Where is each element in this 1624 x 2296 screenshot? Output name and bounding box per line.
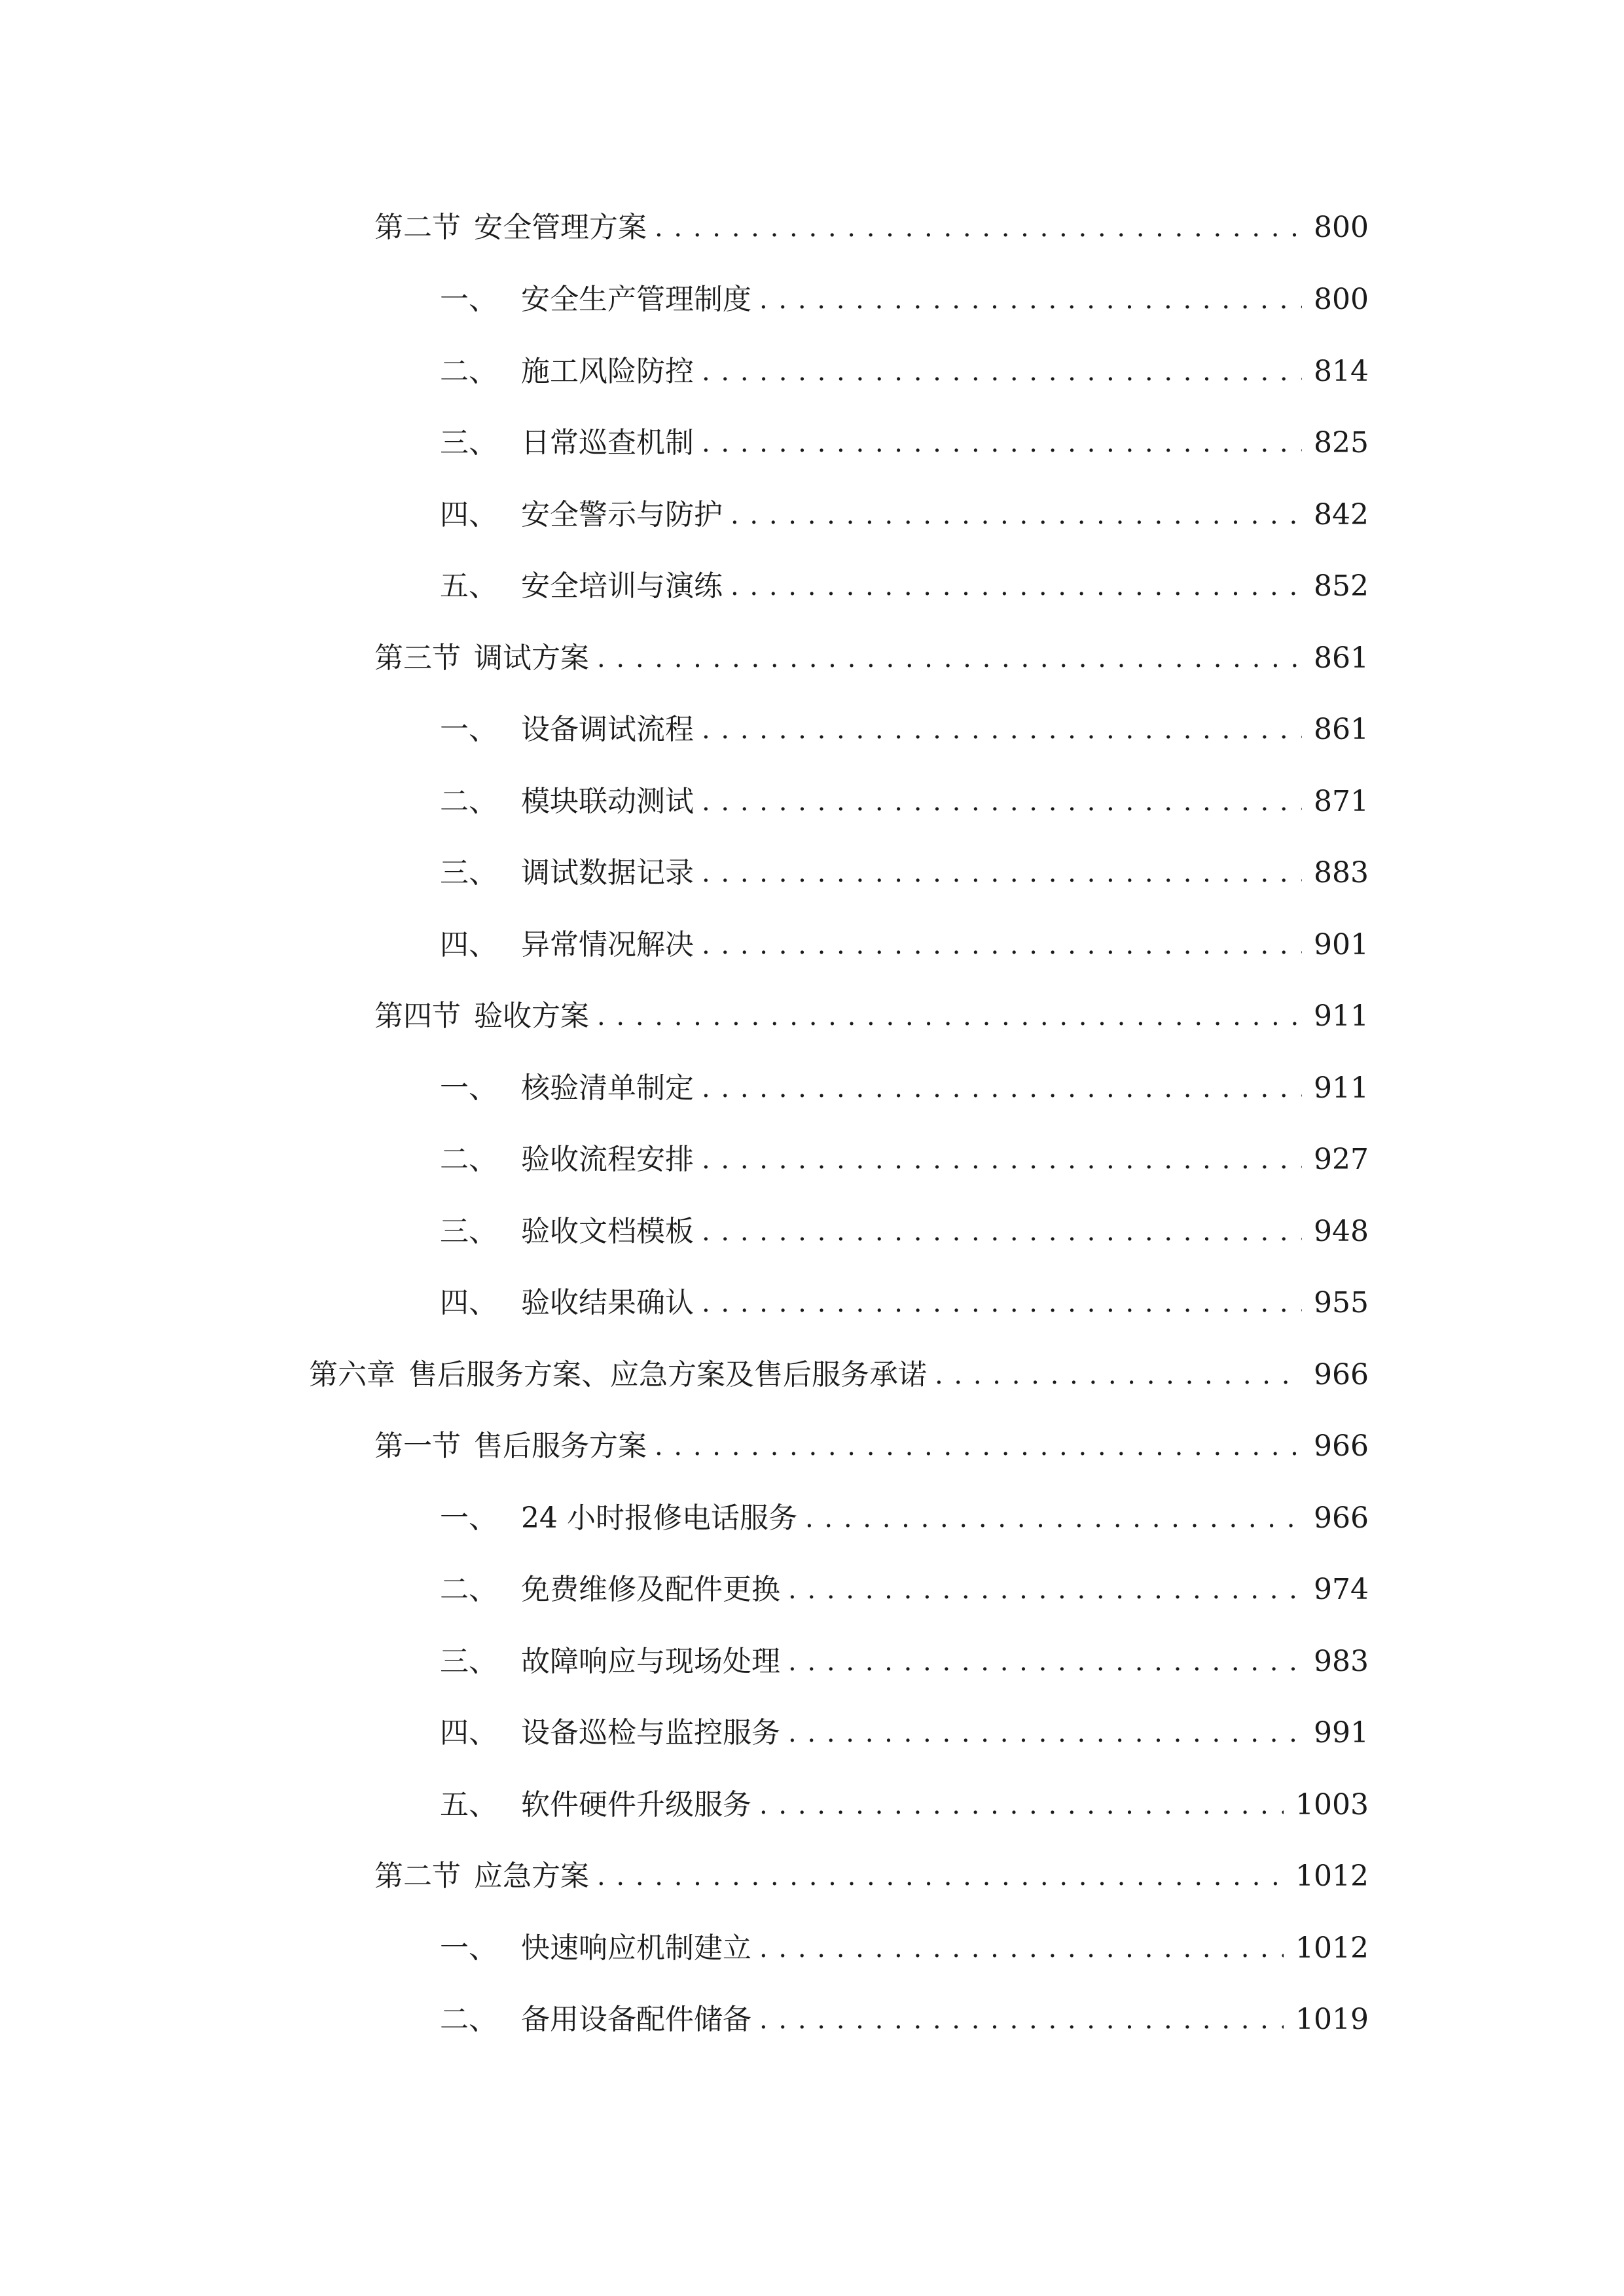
- toc-dot-leader: [788, 1567, 1302, 1613]
- toc-entry-item[interactable]: [440, 564, 1369, 609]
- toc-page-number: 966: [1314, 1429, 1369, 1463]
- toc-entry-title: 售后服务方案、应急方案及售后服务承诺: [408, 1358, 927, 1391]
- toc-entry-item[interactable]: [440, 850, 1369, 896]
- toc-entry-item[interactable]: [440, 1496, 1369, 1541]
- toc-entry-section[interactable]: [374, 1854, 1369, 1899]
- toc-entry-title: 24 小时报修电话服务: [521, 1501, 797, 1535]
- toc-entry-number: 三、: [440, 856, 497, 889]
- toc-entry-item[interactable]: [440, 922, 1369, 968]
- toc-entry-title: 安全警示与防护: [521, 498, 723, 531]
- toc-entry-title: 验收方案: [474, 999, 589, 1033]
- toc-page-number: 800: [1314, 283, 1369, 316]
- toc-entry-title: 调试数据记录: [521, 856, 694, 889]
- toc-entry-section[interactable]: [374, 994, 1369, 1039]
- toc-dot-leader: [805, 1496, 1302, 1541]
- toc-entry-section[interactable]: [374, 636, 1369, 681]
- toc-entry-item[interactable]: [440, 1066, 1369, 1111]
- toc-dot-leader: [597, 1854, 1284, 1899]
- toc-entry-item[interactable]: [440, 779, 1369, 825]
- toc-entry-number: 二、: [440, 2003, 497, 2036]
- toc-page-number: 852: [1314, 569, 1369, 603]
- toc-entry-item[interactable]: [440, 1782, 1369, 1828]
- toc-entry-number: 三、: [440, 1645, 497, 1678]
- toc-dot-leader: [702, 850, 1302, 896]
- toc-entry-number: 四、: [440, 928, 497, 961]
- toc-entry-number: 二、: [440, 1573, 497, 1606]
- toc-page-number: 861: [1314, 713, 1369, 746]
- toc-page-number: 1003: [1295, 1788, 1369, 1821]
- toc-entry-number: 五、: [440, 569, 497, 603]
- toc-entry-title: 免费维修及配件更换: [521, 1573, 780, 1606]
- toc-entry-title: 异常情况解决: [521, 928, 694, 961]
- toc-entry-number: 三、: [440, 1215, 497, 1248]
- toc-entry-section[interactable]: [374, 205, 1369, 251]
- toc-entry-title: 安全培训与演练: [521, 569, 723, 603]
- toc-entry-item[interactable]: [440, 420, 1369, 466]
- toc-dot-leader: [759, 1782, 1284, 1828]
- toc-entry-title: 施工风险防控: [521, 355, 694, 388]
- toc-entry-number: 第一节: [374, 1429, 461, 1463]
- toc-entry-number: 第四节: [374, 999, 461, 1033]
- toc-entry-number: 一、: [440, 1501, 497, 1535]
- toc-page-number: 861: [1314, 641, 1369, 675]
- toc-entry-number: 四、: [440, 1716, 497, 1749]
- toc-dot-leader: [788, 1639, 1302, 1685]
- toc-entry-title: 快速响应机制建立: [521, 1931, 751, 1965]
- toc-entry-item[interactable]: [440, 1710, 1369, 1756]
- toc-page-number: 911: [1314, 999, 1369, 1033]
- toc-entry-number: 第三节: [374, 641, 461, 675]
- toc-dot-leader: [788, 1710, 1302, 1756]
- toc-dot-leader: [702, 922, 1302, 968]
- toc-page-number: 955: [1314, 1286, 1369, 1319]
- toc-entry-item[interactable]: [440, 1280, 1369, 1326]
- toc-dot-leader: [702, 1209, 1302, 1255]
- toc-dot-leader: [702, 707, 1302, 753]
- toc-dot-leader: [655, 205, 1302, 251]
- toc-entry-number: 一、: [440, 1071, 497, 1105]
- toc-entry-item[interactable]: [440, 1926, 1369, 1971]
- toc-page-number: 883: [1314, 856, 1369, 889]
- toc-entry-section[interactable]: [374, 1424, 1369, 1469]
- toc-page-number: 1012: [1295, 1931, 1369, 1965]
- toc-page-number: 814: [1314, 355, 1369, 388]
- toc-entry-item[interactable]: [440, 1639, 1369, 1685]
- toc-page-number: 1012: [1295, 1859, 1369, 1893]
- toc-page-number: 825: [1314, 426, 1369, 459]
- toc-dot-leader: [597, 994, 1302, 1039]
- toc-dot-leader: [759, 277, 1302, 323]
- toc-dot-leader: [759, 1926, 1284, 1971]
- toc-page-number: 842: [1314, 498, 1369, 531]
- toc-page-number: 1019: [1295, 2003, 1369, 2036]
- toc-page-number: 974: [1314, 1573, 1369, 1606]
- toc-dot-leader: [702, 1280, 1302, 1326]
- toc-dot-leader: [702, 779, 1302, 825]
- toc-page-number: 927: [1314, 1143, 1369, 1176]
- toc-entry-title: 调试方案: [474, 641, 589, 675]
- toc-page-number: 800: [1314, 211, 1369, 244]
- toc-entry-title: 核验清单制定: [521, 1071, 694, 1105]
- toc-entry-title: 软件硬件升级服务: [521, 1788, 751, 1821]
- toc-entry-number: 二、: [440, 785, 497, 818]
- toc-entry-title: 验收结果确认: [521, 1286, 694, 1319]
- toc-entry-title: 应急方案: [474, 1859, 589, 1893]
- toc-entry-number: 一、: [440, 713, 497, 746]
- toc-page-number: 901: [1314, 928, 1369, 961]
- toc-entry-title: 模块联动测试: [521, 785, 694, 818]
- toc-dot-leader: [702, 349, 1302, 395]
- toc-entry-item[interactable]: [440, 277, 1369, 323]
- toc-dot-leader: [759, 1997, 1284, 2043]
- toc-entry-chapter[interactable]: [309, 1352, 1369, 1398]
- toc-entry-number: 一、: [440, 1931, 497, 1965]
- toc-entry-item[interactable]: [440, 707, 1369, 753]
- toc-entry-number: 第二节: [374, 1859, 461, 1893]
- toc-page-number: 966: [1314, 1358, 1369, 1391]
- toc-entry-title: 验收文档模板: [521, 1215, 694, 1248]
- toc-page-number: 983: [1314, 1645, 1369, 1678]
- toc-entry-title: 安全生产管理制度: [521, 283, 751, 316]
- toc-entry-number: 五、: [440, 1788, 497, 1821]
- toc-dot-leader: [597, 636, 1302, 681]
- toc-entry-item[interactable]: [440, 1567, 1369, 1613]
- toc-entry-item[interactable]: [440, 1209, 1369, 1255]
- toc-entry-number: 四、: [440, 1286, 497, 1319]
- toc-dot-leader: [731, 564, 1302, 609]
- toc-entry-item[interactable]: [440, 492, 1369, 538]
- toc-page-number: 948: [1314, 1215, 1369, 1248]
- toc-entry-title: 验收流程安排: [521, 1143, 694, 1176]
- toc-entry-item[interactable]: [440, 1997, 1369, 2043]
- toc-page-number: 991: [1314, 1716, 1369, 1749]
- toc-page-number: 911: [1314, 1071, 1369, 1105]
- toc-entry-item[interactable]: [440, 1137, 1369, 1183]
- toc-entry-title: 设备调试流程: [521, 713, 694, 746]
- toc-page-number: 871: [1314, 785, 1369, 818]
- toc-entry-item[interactable]: [440, 349, 1369, 395]
- toc-entry-title: 日常巡查机制: [521, 426, 694, 459]
- toc-entry-title: 设备巡检与监控服务: [521, 1716, 780, 1749]
- toc-entry-number: 二、: [440, 1143, 497, 1176]
- toc-entry-number: 第二节: [374, 211, 461, 244]
- toc-dot-leader: [731, 492, 1302, 538]
- toc-entry-title: 故障响应与现场处理: [521, 1645, 780, 1678]
- toc-page-number: 966: [1314, 1501, 1369, 1535]
- toc-entry-number: 一、: [440, 283, 497, 316]
- toc-entry-title: 备用设备配件储备: [521, 2003, 751, 2036]
- toc-dot-leader: [655, 1424, 1302, 1469]
- toc-dot-leader: [702, 1137, 1302, 1183]
- toc-entry-number: 四、: [440, 498, 497, 531]
- toc-dot-leader: [702, 1066, 1302, 1111]
- toc-dot-leader: [935, 1352, 1302, 1398]
- toc-entry-title: 售后服务方案: [474, 1429, 647, 1463]
- toc-dot-leader: [702, 420, 1302, 466]
- toc-entry-number: 第六章: [309, 1358, 395, 1391]
- toc-entry-title: 安全管理方案: [474, 211, 647, 244]
- toc-entry-number: 二、: [440, 355, 497, 388]
- toc-entry-number: 三、: [440, 426, 497, 459]
